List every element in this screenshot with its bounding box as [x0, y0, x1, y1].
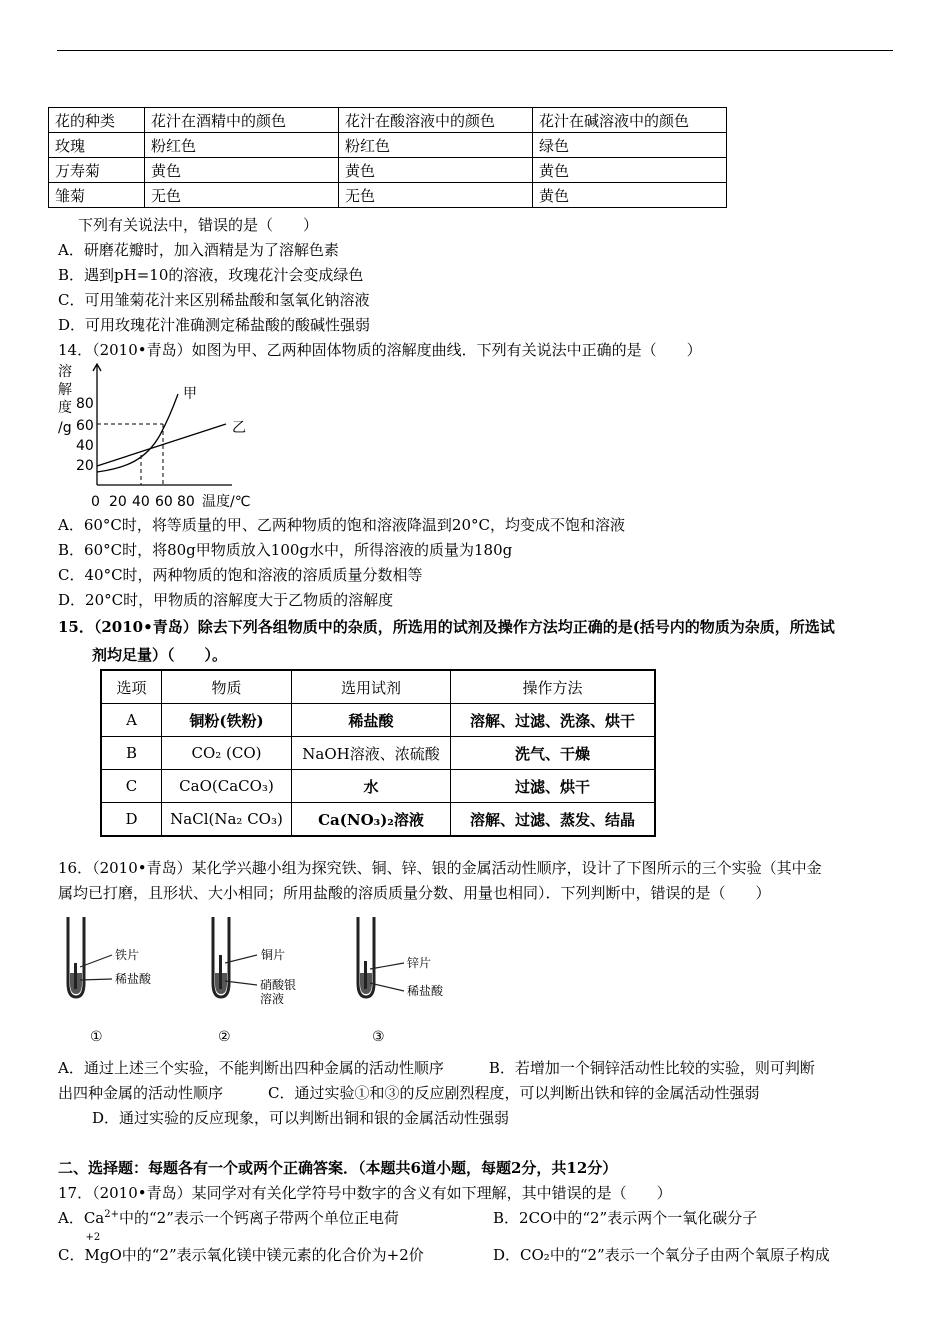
table-header: 选用试剂 [292, 670, 451, 704]
question-stem: 16．（2010•青岛）某化学兴趣小组为探究铁、铜、锌、银的金属活动性顺序，设计了下图所示的三个实验（其中金 [58, 859, 822, 877]
xtick-label: 60 [155, 494, 173, 510]
table-header: 操作方法 [451, 670, 656, 704]
experiment-number: ③ [372, 1029, 385, 1045]
table-cell: Ca(NO₃)₂溶液 [292, 803, 451, 837]
test-tube-3 [350, 915, 470, 1045]
table-cell: CO₂ (CO) [162, 737, 292, 770]
table-cell: 铜粉(铁粉) [162, 704, 292, 737]
option-d: D．通过实验的反应现象，可以判断出铜和银的金属活动性强弱 [92, 1109, 510, 1127]
charge-superscript: 2+ [104, 1209, 120, 1220]
solution-label: 溶液 [260, 992, 285, 1006]
ytick-label: 40 [76, 438, 94, 454]
table-row [101, 803, 655, 837]
table-cell: 过滤、烘干 [451, 770, 656, 803]
table-cell: 绿色 [533, 133, 727, 158]
metal-label: 铜片 [261, 948, 286, 962]
table-header: 选项 [101, 670, 162, 704]
table-cell: NaCl(Na₂ CO₃) [162, 803, 292, 837]
ytick-label: 20 [76, 458, 94, 474]
table-row [101, 770, 655, 803]
ylabel-char: 解 [58, 382, 72, 398]
experiment-number: ② [218, 1029, 231, 1045]
option-a: A．60°C时，将等质量的甲、乙两种物质的饱和溶液降温到20°C，均变成不饱和溶液 [58, 516, 625, 534]
xlabel: 温度/℃ [202, 494, 251, 510]
question-stem: 15．（2010•青岛）除去下列各组物质中的杂质，所选用的试剂及操作方法均正确的是(括号内的物质为杂质，所选试 [58, 618, 835, 636]
table-cell: 黄色 [145, 158, 339, 183]
table-cell: 粉红色 [339, 133, 533, 158]
table-cell: 黄色 [533, 158, 727, 183]
question-stem-cont: 属均已打磨，且形状、大小相同；所用盐酸的溶质质量分数、用量也相同）．下列判断中，错误的是（ ） [58, 884, 771, 902]
options-line: 出四种金属的活动性顺序 C．通过实验①和③的反应剧烈程度，可以判断出铁和锌的金属活动性强弱 [58, 1084, 760, 1102]
table-cell: D [101, 803, 162, 837]
table-header: 物质 [162, 670, 292, 704]
table-cell: 洗气、干燥 [451, 737, 656, 770]
xtick-label: 40 [132, 494, 150, 510]
ylabel-char: 溶 [58, 364, 72, 380]
table-row [101, 704, 655, 737]
option-d: D．可用玫瑰花汁准确测定稀盐酸的酸碱性强弱 [58, 316, 371, 334]
option-d: D．CO₂中的“2”表示一个氧分子由两个氧原子构成 [493, 1246, 830, 1264]
ylabel-char: 度 [58, 400, 72, 416]
ylabel-char: /g [58, 420, 72, 436]
flower-table [48, 107, 727, 208]
table-cell: 雏菊 [49, 183, 145, 208]
option-b: B．2CO中的“2”表示两个一氧化碳分子 [493, 1209, 758, 1227]
option-a: A．研磨花瓣时，加入酒精是为了溶解色素 [58, 241, 339, 259]
table-row [49, 133, 727, 158]
table-row [49, 158, 727, 183]
table-cell: C [101, 770, 162, 803]
element-symbol: Mg [84, 1246, 110, 1264]
section-heading: 二、选择题：每题各有一个或两个正确答案．（本题共6道小题，每题2分，共12分） [58, 1159, 618, 1177]
table-cell: NaOH溶液、浓硫酸 [292, 737, 451, 770]
table-cell: CaO(CaCO₃) [162, 770, 292, 803]
table-header: 花汁在碱溶液中的颜色 [533, 108, 727, 133]
table-cell: 溶解、过滤、蒸发、结晶 [451, 803, 656, 837]
valence-superscript: +2 [85, 1232, 101, 1243]
test-tube-2 [205, 915, 315, 1045]
solution-label: 硝酸银 [260, 978, 297, 992]
option-c: C．40°C时，两种物质的饱和溶液的溶质质量分数相等 [58, 566, 423, 584]
table-cell: 粉红色 [145, 133, 339, 158]
curve-yi [97, 424, 226, 466]
table-row [49, 183, 727, 208]
header-rule [57, 50, 893, 51]
table-cell: A [101, 704, 162, 737]
valence-notation [84, 1232, 110, 1264]
option-c: C．可用雏菊花汁来区别稀盐酸和氢氧化钠溶液 [58, 291, 370, 309]
option-b: B．遇到pH=10的溶液，玫瑰花汁会变成绿色 [58, 266, 364, 284]
option-b: B．60°C时，将80g甲物质放入100g水中，所得溶液的质量为180g [58, 541, 513, 559]
solubility-graph [56, 360, 296, 512]
question-stem-cont: 剂均足量）（ ）。 [92, 646, 228, 664]
table-cell: 无色 [145, 183, 339, 208]
option-c-text: O中的“2”表示氧化镁中镁元素的化合价为+2价 [109, 1246, 424, 1264]
table-header-row [49, 108, 727, 133]
question-stem: 下列有关说法中，错误的是（ ） [78, 216, 319, 234]
impurity-table [100, 669, 656, 837]
option-a [58, 1207, 399, 1228]
xtick-label: 80 [177, 494, 195, 510]
table-header: 花汁在酒精中的颜色 [145, 108, 339, 133]
xtick-label: 0 [91, 494, 100, 510]
question-stem: 17．（2010•青岛）某同学对有关化学符号中数字的含义有如下理解，其中错误的是（ ） [58, 1184, 672, 1202]
table-row [101, 737, 655, 770]
table-cell: 溶解、过滤、洗涤、烘干 [451, 704, 656, 737]
metal-label: 锌片 [407, 956, 432, 970]
option-c [58, 1232, 424, 1265]
option-c-prefix: C． [58, 1246, 85, 1264]
ytick-label: 80 [76, 396, 94, 412]
solution-label: 稀盐酸 [115, 972, 152, 986]
options-line: A．通过上述三个实验，不能判断出四种金属的活动性顺序 B．若增加一个铜锌活动性比较的实验，则可判断 [58, 1059, 815, 1077]
table-cell: 水 [292, 770, 451, 803]
table-cell: 无色 [339, 183, 533, 208]
ytick-label: 60 [76, 418, 94, 434]
experiment-number: ① [90, 1029, 103, 1045]
table-header-row [101, 670, 655, 704]
question-stem: 14．（2010•青岛）如图为甲、乙两种固体物质的溶解度曲线．下列有关说法中正确的是（ ） [58, 341, 702, 359]
solution-label: 稀盐酸 [407, 984, 444, 998]
option-a-text: 中的“2”表示一个钙离子带两个单位正电荷 [119, 1209, 399, 1227]
table-header: 花的种类 [49, 108, 145, 133]
table-cell: B [101, 737, 162, 770]
table-cell: 万寿菊 [49, 158, 145, 183]
test-tube-1 [60, 915, 170, 1045]
option-d: D．20°C时，甲物质的溶解度大于乙物质的溶解度 [58, 591, 394, 609]
table-cell: 玫瑰 [49, 133, 145, 158]
series-label-jia: 甲 [183, 386, 197, 402]
series-label-yi: 乙 [232, 420, 246, 436]
curve-jia [97, 394, 178, 472]
table-header: 花汁在酸溶液中的颜色 [339, 108, 533, 133]
xtick-label: 20 [109, 494, 127, 510]
metal-label: 铁片 [115, 948, 140, 962]
table-cell: 稀盐酸 [292, 704, 451, 737]
option-a-prefix: A．Ca [58, 1209, 105, 1227]
table-cell: 黄色 [339, 158, 533, 183]
table-cell: 黄色 [533, 183, 727, 208]
